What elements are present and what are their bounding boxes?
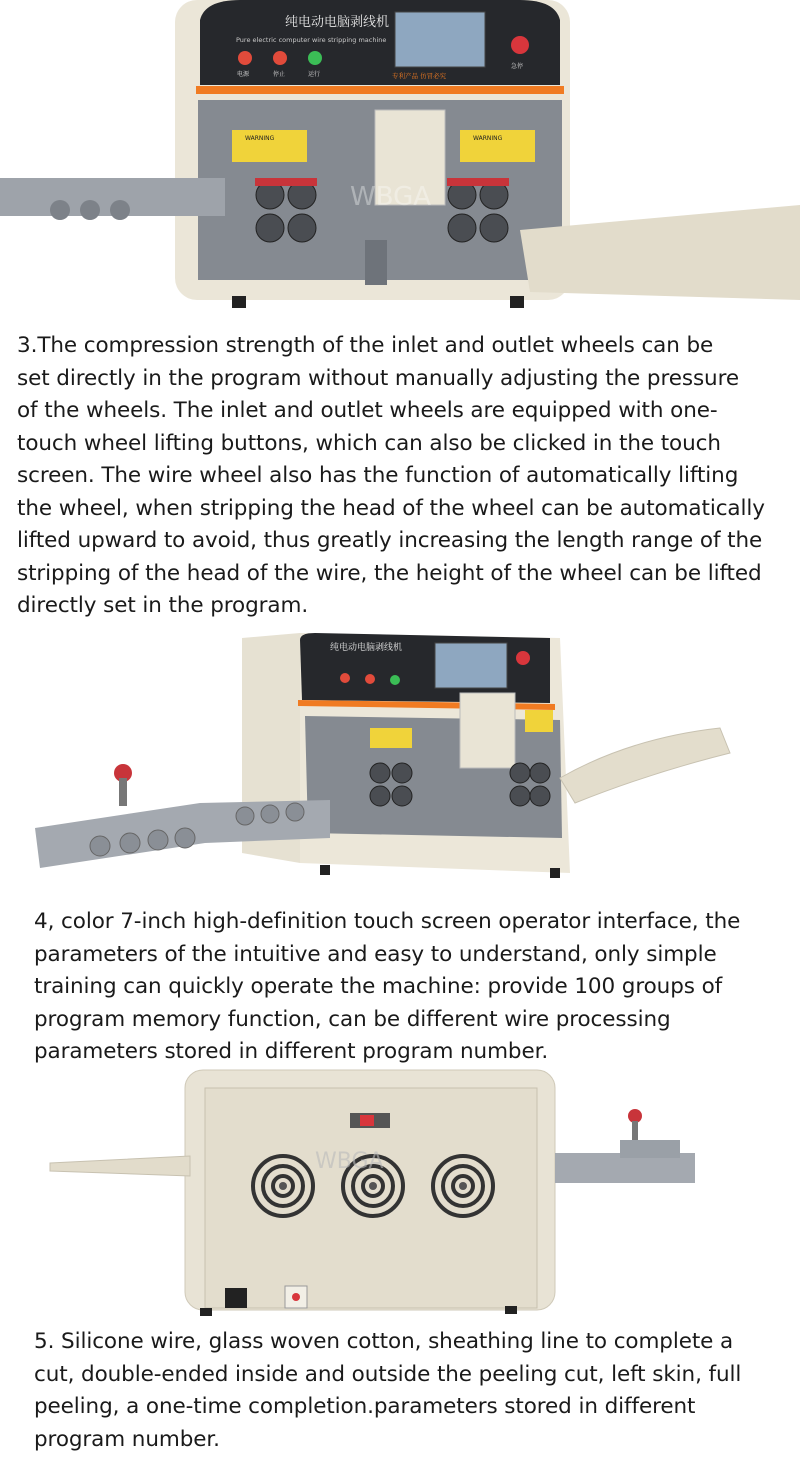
rear-switch[interactable] bbox=[360, 1115, 374, 1126]
paragraph-3 bbox=[17, 330, 797, 623]
stop-button[interactable] bbox=[273, 51, 287, 65]
run-label: 运行 bbox=[308, 71, 321, 78]
text-line: 5. Silicone wire, glass woven cotton, sheathing line to complete a bbox=[34, 1329, 734, 1354]
machine-subtitle: Pure electric computer wire stripping machine bbox=[236, 36, 387, 44]
machine-rear-photo bbox=[40, 1068, 720, 1318]
text-line: touch wheel lifting buttons, which can also be clicked in the touch bbox=[17, 430, 721, 456]
power-socket bbox=[225, 1288, 247, 1308]
touch-screen-2[interactable] bbox=[435, 643, 507, 688]
text-line: program memory function, can be different wire processing bbox=[34, 1006, 671, 1032]
emergency-stop-button[interactable] bbox=[511, 36, 529, 54]
text-line: program number. bbox=[34, 1426, 220, 1452]
text-line: set directly in the program without manually adjusting the pressure bbox=[17, 365, 739, 391]
warning-label-left: WARNING bbox=[245, 135, 275, 142]
text-line: lifted upward to avoid, thus greatly increasing the length range of the bbox=[17, 528, 763, 553]
text-line: directly set in the program. bbox=[17, 593, 309, 618]
text-line: peeling, a one-time completion.parameters stored in different bbox=[34, 1394, 696, 1419]
text-line: screen. The wire wheel also has the function of automatically lifting bbox=[17, 463, 739, 488]
text-line: 4, color 7-inch high-definition touch screen operator interface, the bbox=[34, 909, 741, 934]
paragraph-4 bbox=[34, 906, 794, 1069]
machine-angled-photo bbox=[30, 628, 750, 888]
emergency-label: 急停 bbox=[511, 63, 524, 70]
text-line: cut, double-ended inside and outside the peeling cut, left skin, full bbox=[34, 1361, 742, 1387]
text-line: parameters of the intuitive and easy to understand, only simple bbox=[34, 941, 717, 967]
text-line: the wheel, when stripping the head of the wheel can be automatically bbox=[17, 495, 765, 521]
paragraph-5 bbox=[34, 1326, 794, 1456]
warning-label-right: WARNING bbox=[473, 135, 503, 142]
machine-title-cn: 纯电动电脑剥线机 bbox=[285, 15, 390, 30]
power-label: 电源 bbox=[237, 71, 250, 78]
watermark-2: WBGA bbox=[315, 1149, 384, 1174]
power-lamp bbox=[238, 51, 252, 65]
watermark: WBGA bbox=[350, 182, 432, 212]
machine-front-photo bbox=[0, 0, 800, 322]
touch-screen[interactable] bbox=[395, 12, 485, 67]
machine-title-cn-2: 纯电动电脑剥线机 bbox=[330, 643, 403, 653]
text-line: 3.The compression strength of the inlet and outlet wheels can be bbox=[17, 333, 714, 358]
text-line: training can quickly operate the machine: provide 100 groups of bbox=[34, 974, 723, 999]
text-line: parameters stored in different program number. bbox=[34, 1039, 549, 1064]
pressure-knob-2[interactable] bbox=[628, 1109, 642, 1123]
patent-label: 专利产品 仿冒必究 bbox=[392, 72, 447, 80]
text-line: of the wheels. The inlet and outlet wheels are equipped with one- bbox=[17, 398, 718, 423]
text-line: stripping of the head of the wire, the height of the wheel can be lifted bbox=[17, 560, 762, 586]
emergency-stop-button-2[interactable] bbox=[516, 651, 530, 665]
run-button[interactable] bbox=[308, 51, 322, 65]
stop-label: 停止 bbox=[273, 71, 286, 78]
